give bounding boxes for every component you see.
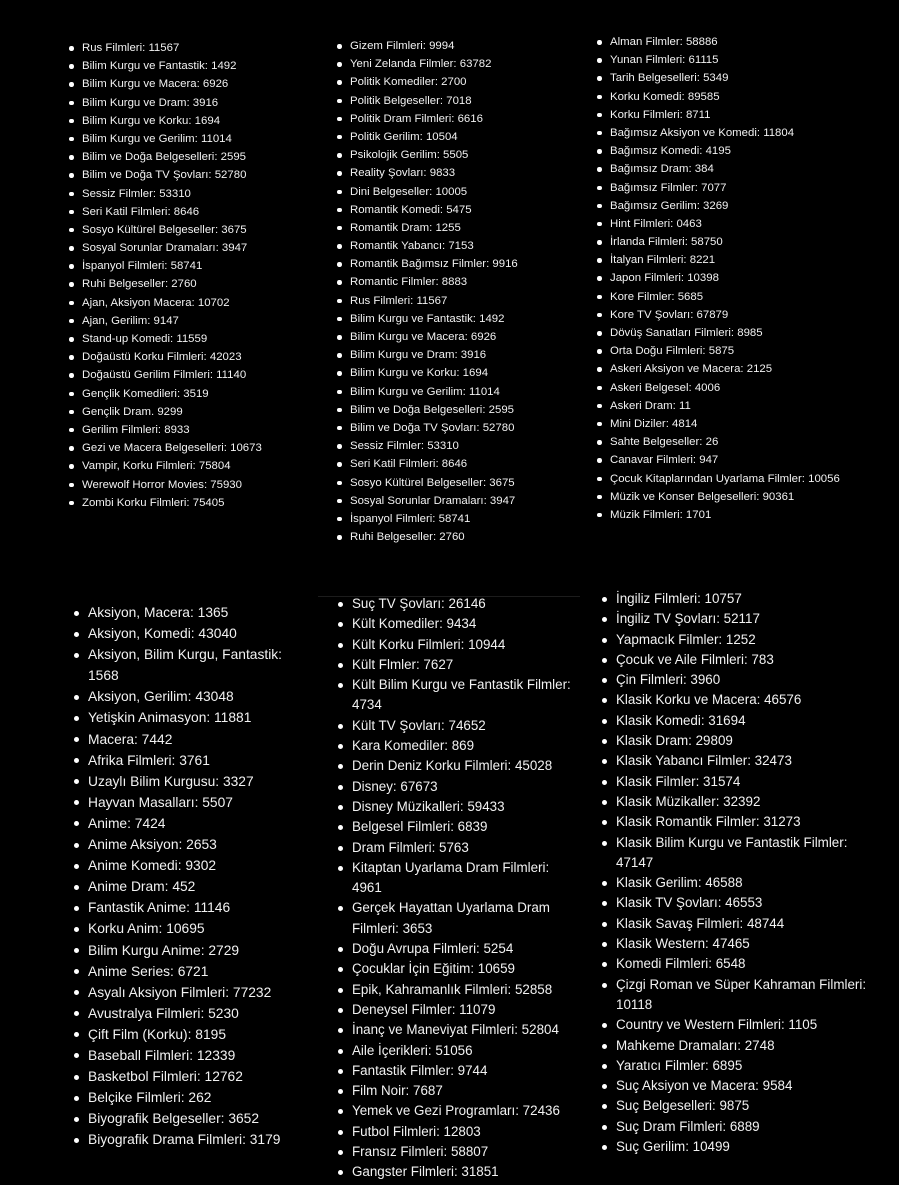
category-list-item: Aksiyon, Gerilim: 43048 [73, 686, 313, 707]
category-list-item: Doğaüstü Korku Filmleri: 42023 [68, 348, 333, 366]
category-list-item: İspanyol Filmleri: 58741 [68, 257, 333, 275]
category-list-item: Suç TV Şovları: 26146 [337, 594, 582, 614]
category-list-item: Japon Filmleri: 10398 [596, 269, 886, 287]
category-list-item: Aksiyon, Komedi: 43040 [73, 623, 313, 644]
category-list [337, 594, 582, 1183]
category-list-item: Suç Dram Filmleri: 6889 [601, 1117, 871, 1137]
category-list-item: Epik, Kahramanlık Filmleri: 52858 [337, 980, 582, 1000]
category-list-item: Futbol Filmleri: 12803 [337, 1122, 582, 1142]
category-list-item: Kara Komediler: 869 [337, 736, 582, 756]
category-list-item: Sosyo Kültürel Belgeseller: 3675 [336, 474, 591, 492]
category-list-item: Seri Katil Filmleri: 8646 [336, 455, 591, 473]
category-list-item: Basketbol Filmleri: 12762 [73, 1066, 313, 1087]
category-list-item: Sessiz Filmler: 53310 [336, 437, 591, 455]
category-list-item: Romantik Bağımsız Filmler: 9916 [336, 255, 591, 273]
category-list-item: Yemek ve Gezi Programları: 72436 [337, 1101, 582, 1121]
category-list-item: Canavar Filmleri: 947 [596, 451, 886, 469]
category-list [336, 37, 591, 546]
category-list-item: Werewolf Horror Movies: 75930 [68, 476, 333, 494]
category-list-item: Anime: 7424 [73, 813, 313, 834]
category-list-item: Bilim Kurgu ve Gerilim: 11014 [68, 130, 333, 148]
category-list-item: Asyalı Aksiyon Filmleri: 77232 [73, 982, 313, 1003]
category-list-item: Reality Şovları: 9833 [336, 164, 591, 182]
category-list-item: Korku Anim: 10695 [73, 918, 313, 939]
category-list-item: Politik Gerilim: 10504 [336, 128, 591, 146]
category-list-item: Film Noir: 7687 [337, 1081, 582, 1101]
category-list-item: Yeni Zelanda Filmler: 63782 [336, 55, 591, 73]
category-list-item: Müzik ve Konser Belgeselleri: 90361 [596, 488, 886, 506]
category-list-item: Disney: 67673 [337, 777, 582, 797]
category-list-item: Baseball Filmleri: 12339 [73, 1045, 313, 1066]
category-list-item: Kitaptan Uyarlama Dram Filmleri: 4961 [337, 858, 582, 899]
category-list-item: Uzaylı Bilim Kurgusu: 3327 [73, 771, 313, 792]
category-list-item: Müzik Filmleri: 1701 [596, 506, 886, 524]
category-list-item: Sosyo Kültürel Belgeseller: 3675 [68, 221, 333, 239]
category-list-item: Çift Film (Korku): 8195 [73, 1024, 313, 1045]
category-list-item: Bilim Kurgu ve Macera: 6926 [68, 75, 333, 93]
category-list-item: İnanç ve Maneviyat Filmleri: 52804 [337, 1020, 582, 1040]
category-list-item: Klasik Dram: 29809 [601, 731, 871, 751]
category-list-item: Ruhi Belgeseller: 2760 [336, 528, 591, 546]
category-list-item: Çocuk ve Aile Filmleri: 783 [601, 650, 871, 670]
category-list-item: Belçike Filmleri: 262 [73, 1087, 313, 1108]
category-list-item: Klasik TV Şovları: 46553 [601, 893, 871, 913]
category-list-item: Gangster Filmleri: 31851 [337, 1162, 582, 1182]
category-list-item: Biyografik Drama Filmleri: 3179 [73, 1129, 313, 1150]
category-list-item: Anime Komedi: 9302 [73, 855, 313, 876]
category-list-item: Sosyal Sorunlar Dramaları: 3947 [68, 239, 333, 257]
category-list-item: Klasik Bilim Kurgu ve Fantastik Filmler: 47147 [601, 833, 871, 874]
category-list-item: Romantic Filmler: 8883 [336, 273, 591, 291]
category-list [596, 33, 886, 524]
category-list-item: Hayvan Masalları: 5507 [73, 792, 313, 813]
bottom-left-category-panel [73, 602, 313, 1150]
category-list-item: Sessiz Filmler: 53310 [68, 185, 333, 203]
category-list-item: Yaratıcı Filmler: 6895 [601, 1056, 871, 1076]
category-list-item: Kült Korku Filmleri: 10944 [337, 635, 582, 655]
category-list-item: Komedi Filmleri: 6548 [601, 954, 871, 974]
category-list-item: Bilim Kurgu ve Fantastik: 1492 [336, 310, 591, 328]
category-list-item: Zombi Korku Filmleri: 75405 [68, 494, 333, 512]
category-list-item: Bilim ve Doğa Belgeselleri: 2595 [336, 401, 591, 419]
category-list-item: Bağımsız Gerilim: 3269 [596, 197, 886, 215]
bottom-right-category-panel [601, 589, 871, 1157]
category-list-item: Dini Belgeseller: 10005 [336, 183, 591, 201]
category-list-item: Korku Komedi: 89585 [596, 88, 886, 106]
category-list-item: Klasik Gerilim: 46588 [601, 873, 871, 893]
category-list-item: Klasik Western: 47465 [601, 934, 871, 954]
category-list-item: Fantastik Filmler: 9744 [337, 1061, 582, 1081]
category-list-item: İrlanda Filmleri: 58750 [596, 233, 886, 251]
category-list-item: Belgesel Filmleri: 6839 [337, 817, 582, 837]
category-list-item: Stand-up Komedi: 11559 [68, 330, 333, 348]
category-list-item: Afrika Filmleri: 3761 [73, 750, 313, 771]
category-list-item: Gerçek Hayattan Uyarlama Dram Filmleri: 3653 [337, 898, 582, 939]
category-list-item: Macera: 7442 [73, 729, 313, 750]
category-list-item: Gerilim Filmleri: 8933 [68, 421, 333, 439]
category-list-item: Anime Aksiyon: 2653 [73, 834, 313, 855]
category-list-item: Seri Katil Filmleri: 8646 [68, 203, 333, 221]
category-list-item: Askeri Belgesel: 4006 [596, 379, 886, 397]
category-list-item: Anime Series: 6721 [73, 961, 313, 982]
category-list-item: Politik Belgeseller: 7018 [336, 92, 591, 110]
category-list-item: Mini Diziler: 4814 [596, 415, 886, 433]
category-list-item: Suç Aksiyon ve Macera: 9584 [601, 1076, 871, 1096]
category-list-item: Askeri Dram: 11 [596, 397, 886, 415]
category-list-item: Bilim Kurgu ve Macera: 6926 [336, 328, 591, 346]
category-list-item: Klasik Savaş Filmleri: 48744 [601, 914, 871, 934]
category-list-item: Kült Komediler: 9434 [337, 614, 582, 634]
category-list-item: İngiliz Filmleri: 10757 [601, 589, 871, 609]
category-list-item: Yunan Filmleri: 61115 [596, 51, 886, 69]
category-list-item: Klasik Romantik Filmler: 31273 [601, 812, 871, 832]
category-list-item: Alman Filmler: 58886 [596, 33, 886, 51]
category-list-item: Bilim Kurgu ve Gerilim: 11014 [336, 383, 591, 401]
category-list-item: Klasik Filmler: 31574 [601, 772, 871, 792]
category-list-item: Tarih Belgeselleri: 5349 [596, 69, 886, 87]
category-list-item: Aksiyon, Macera: 1365 [73, 602, 313, 623]
category-list-item: Vampir, Korku Filmleri: 75804 [68, 457, 333, 475]
bottom-middle-category-panel [337, 594, 582, 1183]
category-list-item: Bilim Kurgu ve Dram: 3916 [336, 346, 591, 364]
category-list-item: Yapmacık Filmler: 1252 [601, 630, 871, 650]
category-list-item: Mahkeme Dramaları: 2748 [601, 1036, 871, 1056]
category-list-item: Fransız Filmleri: 58807 [337, 1142, 582, 1162]
category-list-item: Bilim ve Doğa TV Şovları: 52780 [336, 419, 591, 437]
category-list-item: Bilim Kurgu ve Korku: 1694 [336, 364, 591, 382]
category-list-item: Ajan, Gerilim: 9147 [68, 312, 333, 330]
category-list-item: Doğaüstü Gerilim Filmleri: 11140 [68, 366, 333, 384]
category-list-item: Sahte Belgeseller: 26 [596, 433, 886, 451]
category-list-item: Politik Komediler: 2700 [336, 73, 591, 91]
category-list-item: Kore TV Şovları: 67879 [596, 306, 886, 324]
category-list-item: Rus Filmleri: 11567 [68, 39, 333, 57]
top-middle-category-panel [336, 37, 591, 546]
category-list-item: Gizem Filmleri: 9994 [336, 37, 591, 55]
category-list [73, 602, 313, 1150]
category-list-item: Anime Dram: 452 [73, 876, 313, 897]
category-list-item: Kült Flmler: 7627 [337, 655, 582, 675]
category-list-item: Romantik Dram: 1255 [336, 219, 591, 237]
category-list-item: Bağımsız Filmler: 7077 [596, 179, 886, 197]
category-list-item: Klasik Komedi: 31694 [601, 711, 871, 731]
category-list-item: Ruhi Belgeseller: 2760 [68, 275, 333, 293]
category-list-item: Klasik Yabancı Filmler: 32473 [601, 751, 871, 771]
category-list-item: Politik Dram Filmleri: 6616 [336, 110, 591, 128]
category-list-item: Bilim Kurgu ve Fantastik: 1492 [68, 57, 333, 75]
category-list-item: Doğu Avrupa Filmleri: 5254 [337, 939, 582, 959]
category-list-item: Dövüş Sanatları Filmleri: 8985 [596, 324, 886, 342]
category-list-item: Hint Filmleri: 0463 [596, 215, 886, 233]
category-list-item: Bilim ve Doğa TV Şovları: 52780 [68, 166, 333, 184]
category-list-item: Klasik Müzikaller: 32392 [601, 792, 871, 812]
category-list-item: İngiliz TV Şovları: 52117 [601, 609, 871, 629]
category-list-item: Bilim ve Doğa Belgeselleri: 2595 [68, 148, 333, 166]
category-list-item: Çocuklar İçin Eğitim: 10659 [337, 959, 582, 979]
category-list-item: Gezi ve Macera Belgeselleri: 10673 [68, 439, 333, 457]
category-list-item: Gençlik Komedileri: 3519 [68, 385, 333, 403]
category-list-item: Suç Gerilim: 10499 [601, 1137, 871, 1157]
category-list-item: Rus Filmleri: 11567 [336, 292, 591, 310]
category-list-item: Biyografik Belgeseller: 3652 [73, 1108, 313, 1129]
category-list-item: Ajan, Aksiyon Macera: 10702 [68, 294, 333, 312]
category-list-item: Orta Doğu Filmleri: 5875 [596, 342, 886, 360]
category-list-item: Kült TV Şovları: 74652 [337, 716, 582, 736]
top-right-category-panel [596, 33, 886, 524]
category-list-item: Kült Bilim Kurgu ve Fantastik Filmler: 4734 [337, 675, 582, 716]
category-list [68, 39, 333, 512]
category-list [601, 589, 871, 1157]
category-list-item: Romantik Yabancı: 7153 [336, 237, 591, 255]
category-list-item: Askeri Aksiyon ve Macera: 2125 [596, 360, 886, 378]
category-list-item: Fantastik Anime: 11146 [73, 897, 313, 918]
category-list-item: Country ve Western Filmleri: 1105 [601, 1015, 871, 1035]
category-list-item: İtalyan Filmleri: 8221 [596, 251, 886, 269]
category-list-item: Aksiyon, Bilim Kurgu, Fantastik: 1568 [73, 644, 313, 686]
category-list-item: Çocuk Kitaplarından Uyarlama Filmler: 10056 [596, 470, 886, 488]
category-list-item: Bilim Kurgu Anime: 2729 [73, 940, 313, 961]
category-list-item: Sosyal Sorunlar Dramaları: 3947 [336, 492, 591, 510]
category-list-item: Avustralya Filmleri: 5230 [73, 1003, 313, 1024]
category-list-item: Psikolojik Gerilim: 5505 [336, 146, 591, 164]
category-list-item: Derin Deniz Korku Filmleri: 45028 [337, 756, 582, 776]
top-left-category-panel [68, 39, 333, 512]
category-list-item: Yetişkin Animasyon: 11881 [73, 707, 313, 728]
category-list-item: Çizgi Roman ve Süper Kahraman Filmleri: 10118 [601, 975, 871, 1016]
category-list-item: Bağımsız Aksiyon ve Komedi: 11804 [596, 124, 886, 142]
category-list-item: Klasik Korku ve Macera: 46576 [601, 690, 871, 710]
category-list-item: Dram Filmleri: 5763 [337, 838, 582, 858]
category-list-item: Çin Filmleri: 3960 [601, 670, 871, 690]
category-list-item: Gençlik Dram. 9299 [68, 403, 333, 421]
category-list-item: Deneysel Filmler: 11079 [337, 1000, 582, 1020]
category-list-item: İspanyol Filmleri: 58741 [336, 510, 591, 528]
category-list-item: Disney Müzikalleri: 59433 [337, 797, 582, 817]
category-list-item: Korku Filmleri: 8711 [596, 106, 886, 124]
category-list-item: Romantik Komedi: 5475 [336, 201, 591, 219]
category-list-item: Kore Filmler: 5685 [596, 288, 886, 306]
category-list-item: Suç Belgeselleri: 9875 [601, 1096, 871, 1116]
category-list-item: Bilim Kurgu ve Korku: 1694 [68, 112, 333, 130]
category-list-item: Bağımsız Dram: 384 [596, 160, 886, 178]
category-list-item: Aile İçerikleri: 51056 [337, 1041, 582, 1061]
category-list-item: Bağımsız Komedi: 4195 [596, 142, 886, 160]
category-list-item: Bilim Kurgu ve Dram: 3916 [68, 94, 333, 112]
